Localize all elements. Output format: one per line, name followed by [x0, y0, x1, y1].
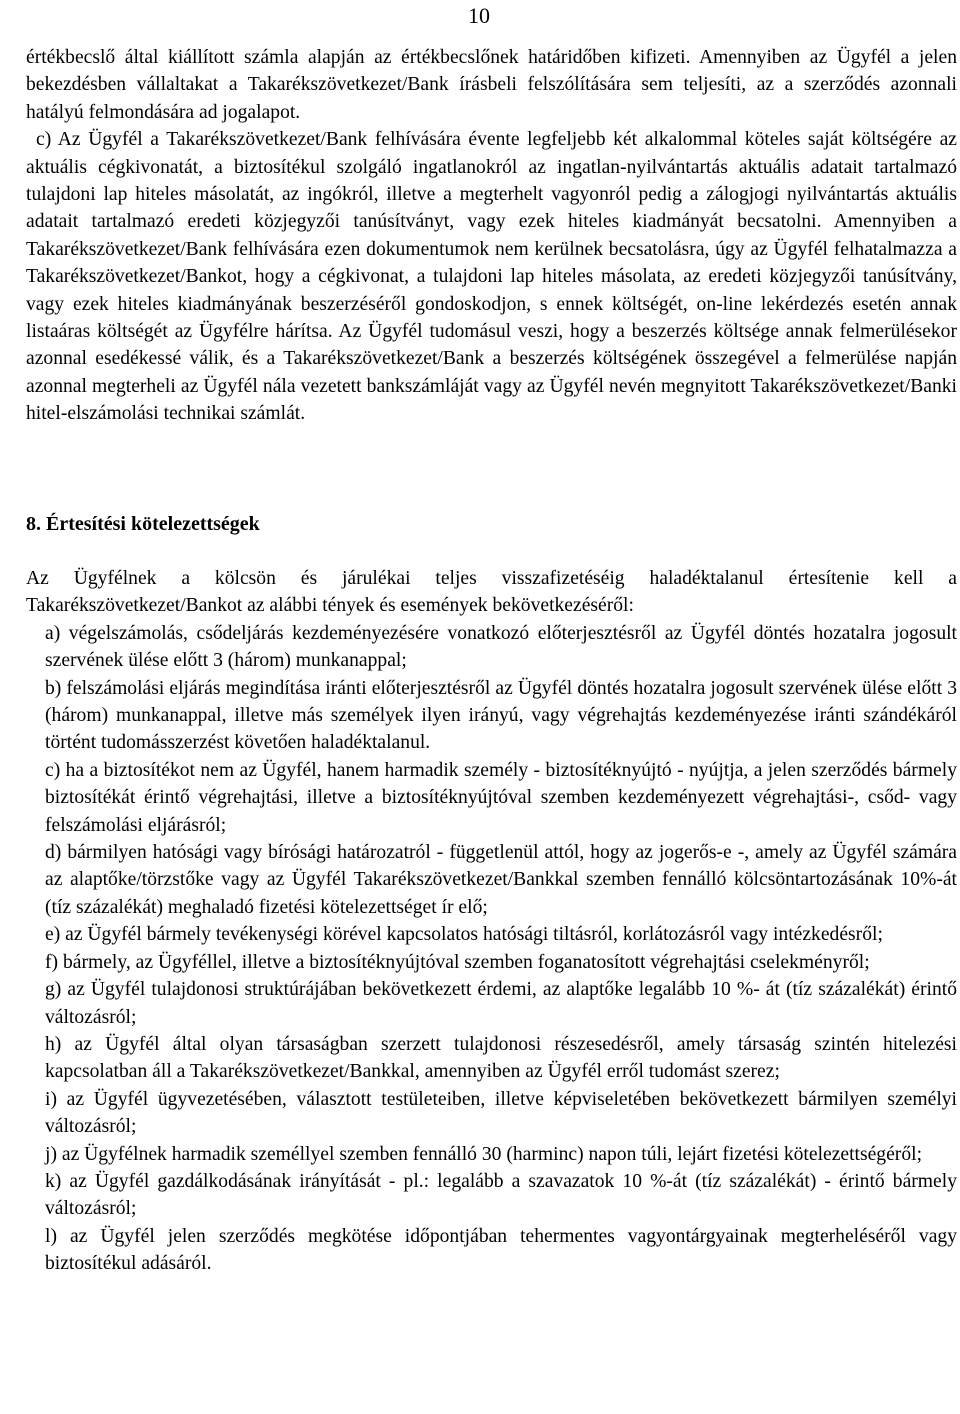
intro-text — [26, 44, 957, 428]
list-item-k: k) az Ügyfél gazdálkodásának irányítását - pl.: legalább a szavazatok 10 %-át (tíz százalékát) - érintő bármely változásról; — [45, 1170, 957, 1220]
list-item-g: g) az Ügyfél tulajdonosi struktúrájában bekövetkezett érdemi, az alaptőke legalább 10 %- át (tíz százalékát) érintő változásról; — [45, 979, 957, 1028]
section-body — [26, 565, 957, 1278]
continuation-paragraph: értékbecslő által kiállított számla alapján az értékbecslőnek határidőben kifizeti. Amennyiben az Ügyfél a jelen bekezdésben vállaltakat a Takarékszövetkezet/Bank írásbeli felszólítására sem teljesíti, az a szerződés azonnali hatályú felmondására ad jogalapot. — [26, 47, 957, 123]
list-item-e: e) az Ügyfél bármely tevékenységi körével kapcsolatos hatósági tiltásról, korlátozásról vagy intézkedésről; — [45, 924, 883, 946]
list-item-l: l) az Ügyfél jelen szerződés megkötése időpontjában tehermentes vagyontárgyainak megterheléséről vagy biztosítékul adásáról. — [45, 1225, 957, 1275]
section-heading: 8. Értesítési kötelezettségek — [26, 513, 260, 535]
list-item-h: h) az Ügyfél által olyan társaságban szerzett tulajdonosi részesedésről, amely társaság szintén hitelezési kapcsolatban áll a Takarékszövetkezet/Bankkal, amennyiben az Ügyfél erről tudomást szerez; — [45, 1033, 957, 1083]
list-item-a: a) végelszámolás, csődeljárás kezdeményezésére vonatkozó előterjesztésről az Ügyfél döntés hozatalra jogosult szervének ülése előtt 3 (három) munkanappal; — [45, 622, 957, 672]
list-item-f: f) bármely, az Ügyféllel, illetve a biztosítéknyújtóval szemben foganatosított végrehajtási cselekményről; — [45, 951, 870, 973]
list-item-j: j) az Ügyfélnek harmadik személlyel szemben fennálló 30 (harminc) napon túli, lejárt fizetési kötelezettségéről; — [45, 1143, 923, 1165]
paragraph-c: c) Az Ügyfél a Takarékszövetkezet/Bank felhívására évente legfeljebb két alkalommal köteles saját költségére az aktuális cégkivonatát, a biztosítékul szolgáló ingatlanokról az ingatlan-nyilvántartás aktuális adatait tartalmazó tulajdoni lap hiteles másolatát, az ingókról, illetve a megterhelt vagyonról pedig a zálogjogi nyilvántartás aktuális adatait tartalmazó eredeti közjegyzői tanúsítványt, vagy ezek hiteles kiadmányát becsatolni. Amennyiben a Takarékszövetkezet/Bank felhívására ezen dokumentumok nem kerülnek becsatolásra, úgy az Ügyfél felhatalmazza a Takarékszövetkezet/Bankot, hogy a cégkivonat, a tulajdoni lap hiteles másolata, az eredeti közjegyzői tanúsítvány, vagy ezek hiteles kiadmányának beszerzéséről gondoskodjon, s ennek költségét, on-line lekérdezés esetén annak listaáras költségét az Ügyfélre hárítsa. Az Ügyfél tudomásul veszi, hogy a beszerzés költsége annak felmerülésekor azonnal esedékessé válik, és a Takarékszövetkezet/Bank a beszerzés költségének összegével a felmerülése napján azonnal megterheli az Ügyfél nála vezetett bankszámláját vagy az Ügyfél nevén megnyitott Takarékszövetkezet/Banki hitel-elszámolási technikai számlát. — [26, 129, 957, 425]
list-item-b: b) felszámolási eljárás megindítása iránti előterjesztésről az Ügyfél döntés hozatalra jogosult szervének ülése előtt 3 (három) munkanappal, illetve más személyek ilyen irányú, vagy végrehajtás kezdeményezése iránti szándékáról történt tudomásszerzést követően haladéktalanul. — [45, 677, 957, 754]
list-item-c: c) ha a biztosítékot nem az Ügyfél, hanem harmadik személy - biztosítéknyújtó - nyújtja, a jelen szerződés bármely biztosítékát érintő végrehajtási, illetve a biztosítéknyújtóval szemben kezdeményezett végrehajtási-, csőd- vagy felszámolási eljárásról; — [45, 759, 957, 836]
list-item-d: d) bármilyen hatósági vagy bírósági határozatról - függetlenül attól, hogy az jogerős-e -, amely az Ügyfél számára az alaptőke/törzstőke vagy az Ügyfél Takarékszövetkezet/Bankkal szemben fennálló kölcsöntartozásának 10%-át (tíz százalékát) meghaladó fizetési kötelezettséget ír elő; — [45, 842, 957, 918]
notification-list — [26, 620, 957, 1278]
section-intro: Az Ügyfélnek a kölcsön és járulékai teljes visszafizetéséig haladéktalanul értesítenie kell a Takarékszövetkezet/Bankot az alábbi tények és események bekövetkezéséről: — [26, 568, 957, 617]
page-number: 10 — [468, 3, 490, 28]
list-item-i: i) az Ügyfél ügyvezetésében, választott testületeiben, illetve képviseletében bekövetkezett bármilyen személyi változásról; — [45, 1088, 957, 1138]
